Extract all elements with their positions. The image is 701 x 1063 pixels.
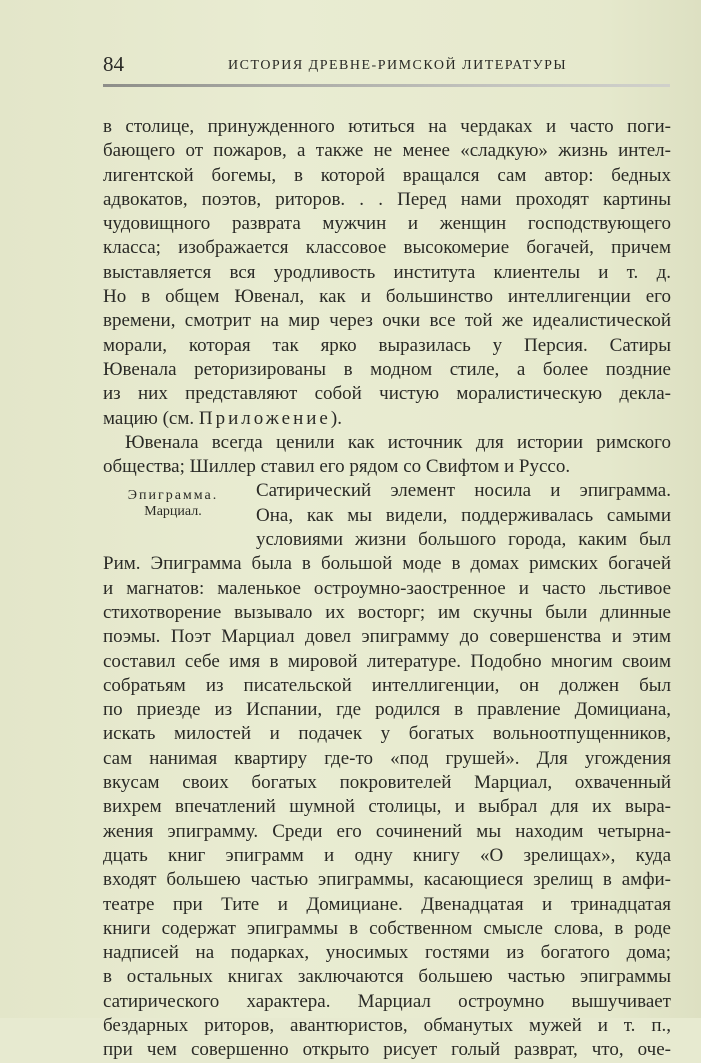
text-line: входят большею частью эпиграммы, касающиеся зрелищ в амфи- — [103, 869, 671, 891]
text-line: условиями жизни большого города, каким был — [256, 529, 671, 551]
text-line: Ювенала реторизированы в модном стиле, а более поздние — [103, 358, 671, 380]
running-title: ИСТОРИЯ ДРЕВНЕ-РИМСКОЙ ЛИТЕРАТУРЫ — [228, 58, 568, 73]
text-line: в столице, принужденного ютиться на чердаках и часто поги- — [103, 116, 671, 137]
text-line: по приезде из Испании, где родился в правление Домициана, — [103, 699, 671, 721]
text-line: бающего от пожаров, а также не менее «сладкую» жизнь интел- — [103, 140, 671, 162]
text-line: чудовищного разврата мужчин и женщин господствующего — [103, 213, 671, 235]
text-line: стихотворение вызывало их восторг; им скучны были длинные — [103, 601, 671, 623]
text-line: бездарных риторов, авантюристов, обманутых мужей и т. п., — [103, 1014, 671, 1036]
text-line: общества; Шиллер ставил его рядом со Свифтом и Руссо. — [103, 456, 571, 478]
text-line: составил себе имя в мировой литературе. Подобно многим своим — [103, 650, 671, 672]
page-number: 84 — [103, 52, 124, 76]
text-line: театре при Тите и Домициане. Двенадцатая и тринадцатая — [103, 893, 671, 915]
text-line: книги содержат эпиграммы в собственном смысле слова, в роде — [103, 917, 671, 939]
text-line: Рим. Эпиграмма была в большой моде в домах римских богачей — [103, 553, 671, 575]
text-line — [103, 407, 671, 431]
text-line: сатирического характера. Марциал остроумно вышучивает — [103, 990, 671, 1012]
text-line: морали, которая так ярко выразилась у Персия. Сатиры — [103, 334, 671, 356]
text-line: выставляется вся уродливость института клиентелы и т. д. — [103, 261, 671, 283]
text-line: дцать книг эпиграмм и одну книгу «О зрелищах», куда — [103, 844, 671, 866]
text-line: из них представляют собой чистую моралистическую декла- — [103, 383, 671, 405]
text-line: надписей на подарках, уносимых гостями из богатого дома; — [103, 942, 671, 964]
text-line: сам нанимая квартиру где-то «под грушей». Для угождения — [103, 747, 671, 769]
text-line: Ювенала всегда ценили как источник для истории римского — [125, 431, 671, 453]
text-line: поэмы. Поэт Марциал довел эпиграмму до совершенства и этим — [103, 626, 671, 648]
text-line: Сатирический элемент носила и эпиграмма. — [256, 480, 671, 502]
text-line: искать милостей и подачек у богатых вольноотпущенников, — [103, 723, 671, 745]
text-line: вкусам своих богатых покровителей Марциал, охваченный — [103, 772, 671, 794]
spaced-word: Приложение — [198, 407, 331, 429]
text-line: времени, смотрит на мир через очки все той же идеалистической — [103, 310, 671, 332]
text-line: вихрем впечатлений шумной столицы, и выбрал для их выра- — [103, 796, 671, 818]
text-line: собратьям из писательской интеллигенции, он должен был — [103, 674, 671, 696]
margin-note-line: Эпиграмма. — [127, 488, 219, 503]
text-line: Но в общем Ювенал, как и большинство интеллигенции его — [103, 286, 671, 308]
text-line: лигентской богемы, в которой вращался сам автор: бедных — [103, 164, 671, 186]
text-line: класса; изображается классовое высокомерие богачей, причем — [103, 237, 671, 259]
text-line: Она, как мы видели, поддерживалась самыми — [256, 504, 671, 526]
text-span: ). — [330, 407, 342, 429]
header-rule — [103, 84, 670, 87]
text-line: и магнатов: маленькое остроумно-заостренное и часто льстивое — [103, 577, 671, 599]
text-span: мацию (см. — [103, 407, 199, 429]
text-line: в остальных книгах заключаются большею частью эпиграммы — [103, 966, 671, 988]
margin-note-line: Марциал. — [144, 504, 202, 519]
text-line: жения эпиграмму. Среди его сочинений мы находим четырна- — [103, 820, 671, 842]
text-line: при чем совершенно открыто рисует голый разврат, что, оче- — [103, 1039, 671, 1061]
body-text — [103, 115, 671, 1063]
text-line: адвокатов, поэтов, риторов. . . Перед нами проходят картины — [103, 188, 671, 210]
